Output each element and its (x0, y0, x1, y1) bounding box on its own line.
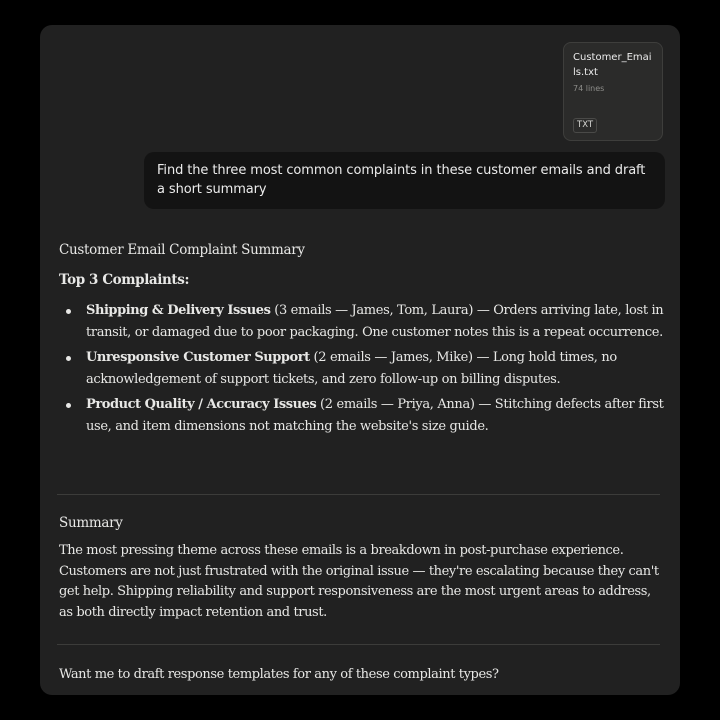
complaint-item (59, 394, 664, 438)
complaint-item (59, 300, 664, 344)
bullet-icon (66, 403, 71, 408)
bullet-icon (66, 356, 71, 361)
complaint-detail: (2 emails — James, Mike) — Long hold times, no acknowledgement of support tickets, and zero follow-up on billing disputes. (86, 350, 617, 387)
complaint-title: Unresponsive Customer Support (86, 350, 310, 365)
response-title: Customer Email Complaint Summary (59, 242, 305, 258)
complaint-detail: (3 emails — James, Tom, Laura) — Orders arriving late, lost in transit, or damaged due to poor packaging. One customer notes this is a repeat occurrence. (86, 303, 664, 340)
assistant-response (59, 240, 664, 441)
complaint-title: Product Quality / Accuracy Issues (86, 397, 317, 412)
followup-question: Want me to draft response templates for any of these complaint types? (59, 667, 499, 682)
complaint-item (59, 347, 664, 391)
attachment-line-count: 74 lines (573, 84, 605, 93)
summary-text: The most pressing theme across these emails is a breakdown in post-purchase experience. Customers are not just frustrated with the original issue — they're escalating because they can't get help. Shipping reliability and support responsiveness are the most urgent areas to address, as both directly impact retention and trust. (59, 543, 659, 620)
chat-panel (40, 25, 680, 695)
complaints-heading: Top 3 Complaints: (59, 272, 190, 288)
file-type-badge: TXT (573, 118, 597, 133)
attachment-file-name: Customer_Emails.txt (573, 52, 652, 78)
divider (57, 494, 660, 495)
attachment-card[interactable] (563, 42, 663, 141)
bullet-icon (66, 309, 71, 314)
summary-section (59, 513, 659, 623)
summary-heading: Summary (59, 515, 123, 531)
divider (57, 644, 660, 645)
complaint-detail: (2 emails — Priya, Anna) — Stitching defects after first use, and item dimensions not matching the website's size guide. (86, 397, 664, 434)
complaint-title: Shipping & Delivery Issues (86, 303, 271, 318)
complaint-list (59, 300, 664, 438)
user-message: Find the three most common complaints in these customer emails and draft a short summary (144, 152, 665, 209)
